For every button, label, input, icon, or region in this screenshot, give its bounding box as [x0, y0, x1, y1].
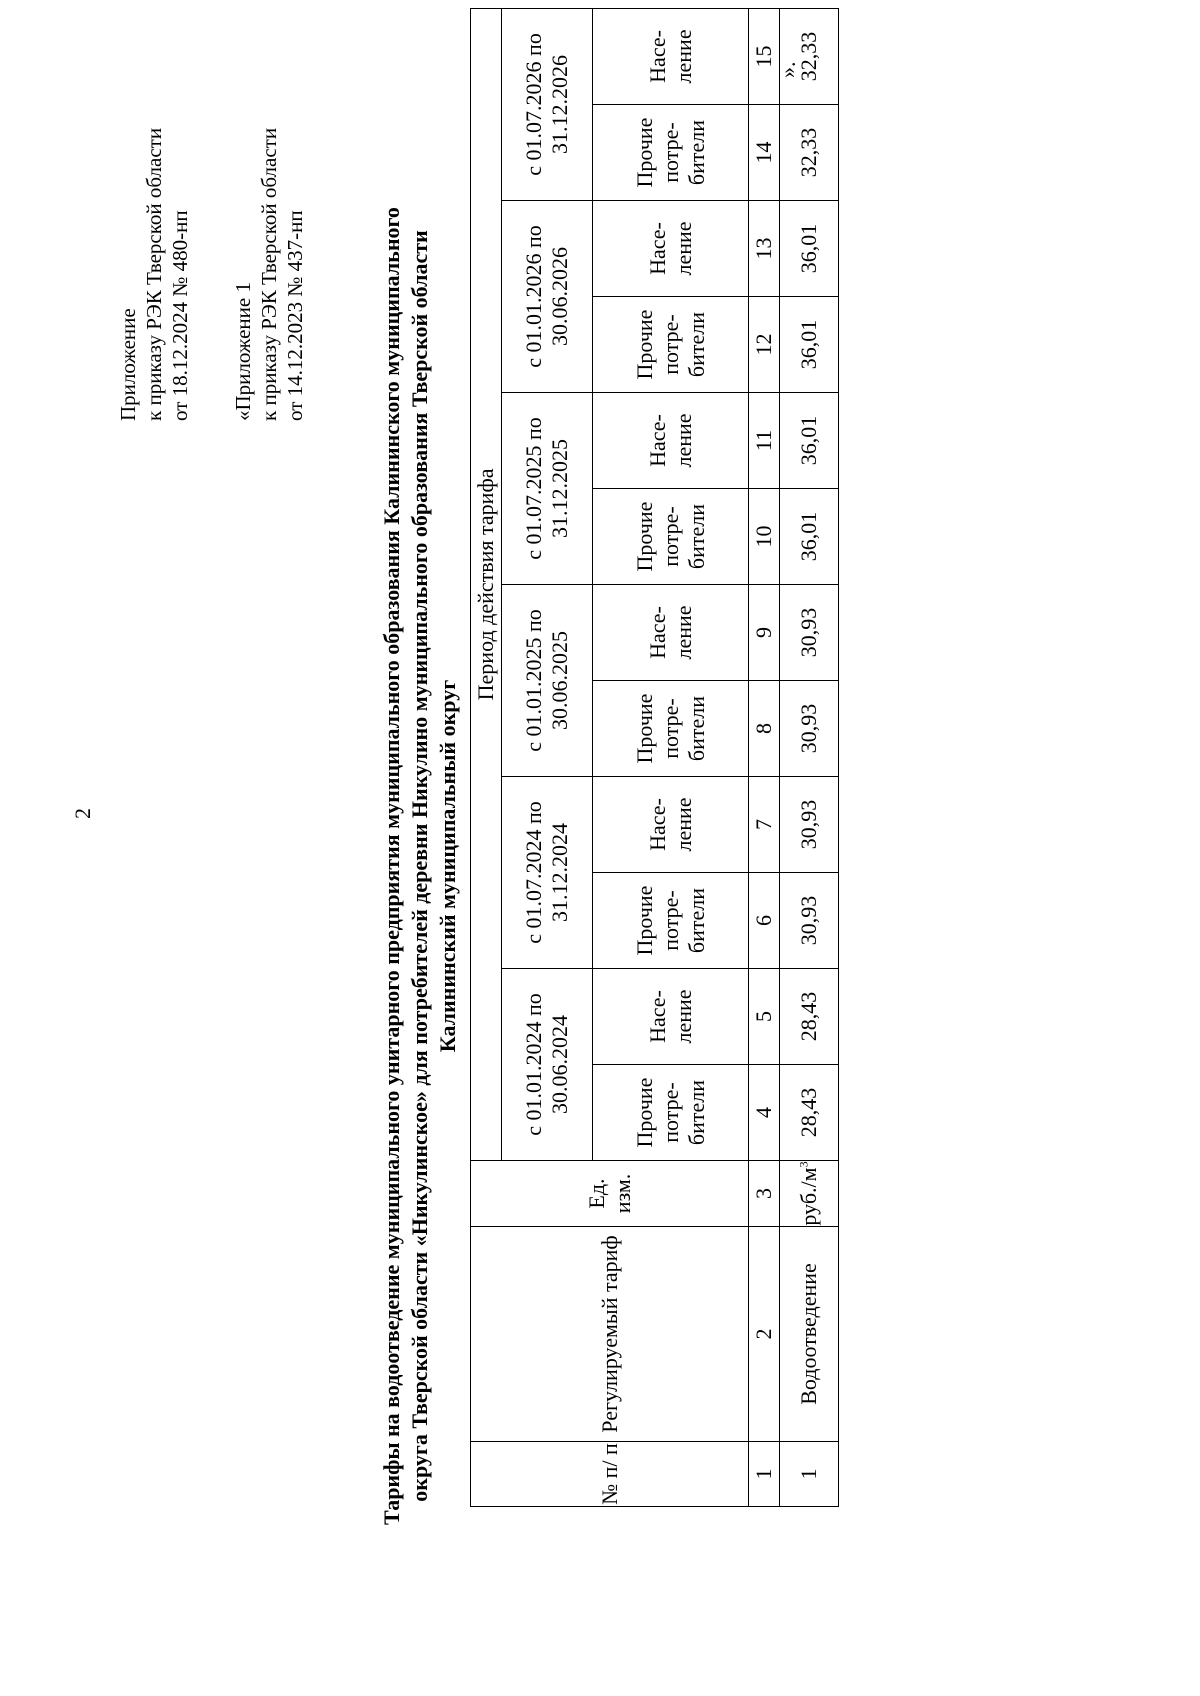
- header-period: с 01.01.2026 по 30.06.2026: [502, 201, 593, 393]
- column-number: 8: [749, 681, 780, 777]
- appendix-header-previous: [230, 128, 308, 421]
- column-number: 2: [749, 1227, 780, 1442]
- row-tariff-name: Водоотведение: [780, 1227, 839, 1442]
- tariff-value: 32,33: [780, 8, 839, 104]
- appendix-order-date: от 18.12.2024 № 480-нп: [168, 210, 192, 421]
- tariff-value: 30,93: [780, 681, 839, 777]
- tariff-value: 32,33: [780, 105, 839, 201]
- appendix-order-ref: к приказу РЭК Тверской области: [142, 127, 166, 421]
- document-title: [378, 206, 462, 1526]
- column-number: 9: [749, 585, 780, 681]
- header-period: с 01.01.2024 по 30.06.2024: [502, 969, 593, 1161]
- header-consumer-other: Прочие потре- бители: [593, 681, 749, 777]
- header-unit: Ед. изм.: [471, 1161, 749, 1227]
- column-number: 6: [749, 873, 780, 969]
- header-consumer-other: Прочие потре- бители: [593, 105, 749, 201]
- tariff-value: 30,93: [780, 777, 839, 873]
- column-number: 12: [749, 297, 780, 393]
- header-consumer-population: Насе- ление: [593, 8, 749, 104]
- tariff-table: [470, 8, 839, 1507]
- tariff-value: 36,01: [780, 393, 839, 489]
- title-line: округа Тверской области «Никулинское» для потребителей деревни Никулино муниципального образования Тверской области: [407, 230, 432, 1502]
- appendix-order-ref: к приказу РЭК Тверской области: [257, 127, 281, 421]
- header-consumer-population: Насе- ление: [593, 393, 749, 489]
- header-consumer-other: Прочие потре- бители: [593, 873, 749, 969]
- appendix-header-current: [115, 128, 193, 421]
- column-number-row: [749, 8, 780, 1506]
- column-number: 15: [749, 8, 780, 104]
- tariff-value: 30,93: [780, 585, 839, 681]
- header-tariff: Регулируемый тариф: [471, 1227, 749, 1442]
- appendix-label: Приложение: [116, 308, 140, 421]
- header-consumer-other: Прочие потре- бители: [593, 297, 749, 393]
- tariff-value: 28,43: [780, 969, 839, 1065]
- tariff-value: 36,01: [780, 201, 839, 297]
- tariff-value: 36,01: [780, 297, 839, 393]
- header-consumer-other: Прочие потре- бители: [593, 489, 749, 585]
- header-consumer-population: Насе- ление: [593, 201, 749, 297]
- column-number: 10: [749, 489, 780, 585]
- page-number: 2: [70, 808, 95, 819]
- column-number: 7: [749, 777, 780, 873]
- header-row-period-main: [471, 8, 502, 1506]
- column-number: 5: [749, 969, 780, 1065]
- header-consumer-population: Насе- ление: [593, 777, 749, 873]
- tariff-value: 36,01: [780, 489, 839, 585]
- tariff-value: 28,43: [780, 1065, 839, 1161]
- appendix-order-date: от 14.12.2023 № 437-нп: [283, 210, 307, 421]
- closing-quote: ».: [775, 61, 800, 78]
- column-number: 14: [749, 105, 780, 201]
- column-number: 13: [749, 201, 780, 297]
- unit-superscript: 3: [796, 1161, 811, 1168]
- title-line: Калининский муниципальный округ: [435, 679, 460, 1053]
- header-period: с 01.01.2025 по 30.06.2025: [502, 585, 593, 777]
- header-period: с 01.07.2024 по 31.12.2024: [502, 777, 593, 969]
- appendix-label: «Приложение 1: [231, 282, 255, 421]
- header-period: с 01.07.2025 по 31.12.2025: [502, 393, 593, 585]
- header-consumer-population: Насе- ление: [593, 585, 749, 681]
- header-period-main: Период действия тарифа: [471, 8, 502, 1160]
- tariff-value: 30,93: [780, 873, 839, 969]
- column-number: 11: [749, 393, 780, 489]
- column-number: 4: [749, 1065, 780, 1161]
- title-line: Тарифы на водоотведение муниципального унитарного предприятия муниципального образования Калининского муниципального: [379, 207, 404, 1525]
- header-consumer-other: Прочие потре- бители: [593, 1065, 749, 1161]
- unit-base: руб./м: [796, 1167, 821, 1226]
- row-unit: [780, 1161, 839, 1227]
- row-number: 1: [780, 1442, 839, 1507]
- header-consumer-population: Насе- ление: [593, 969, 749, 1065]
- column-number: 1: [749, 1442, 780, 1507]
- header-period: с 01.07.2026 по 31.12.2026: [502, 8, 593, 200]
- column-number: 3: [749, 1161, 780, 1227]
- table-row: [780, 8, 839, 1506]
- header-num: № п/ п: [471, 1442, 749, 1507]
